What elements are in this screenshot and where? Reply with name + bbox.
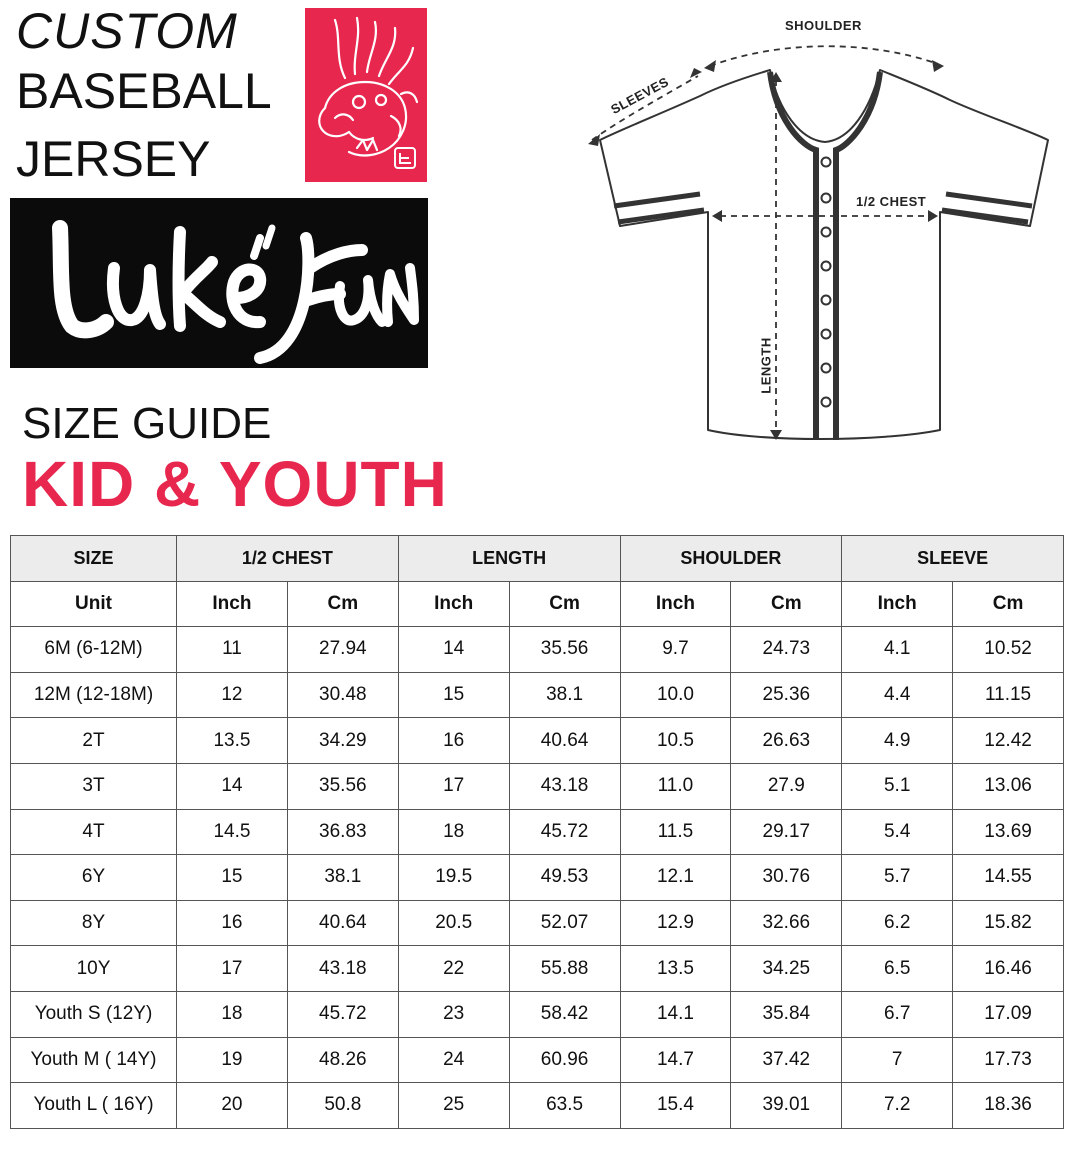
size-name-cell: 2T — [11, 718, 177, 764]
table-cell: 11.15 — [953, 672, 1064, 718]
table-cell: 35.56 — [287, 763, 398, 809]
table-cell: 58.42 — [509, 991, 620, 1037]
table-cell: 15.4 — [620, 1083, 731, 1129]
header-sleeve: SLEEVE — [842, 536, 1064, 582]
table-cell: 18 — [398, 809, 509, 855]
table-cell: 50.8 — [287, 1083, 398, 1129]
table-cell: 25 — [398, 1083, 509, 1129]
unit-cell: Inch — [842, 581, 953, 627]
size-name-cell: 4T — [11, 809, 177, 855]
table-cell: 13.5 — [177, 718, 288, 764]
table-cell: 12.42 — [953, 718, 1064, 764]
table-row — [11, 672, 1064, 718]
size-name-cell: 6Y — [11, 855, 177, 901]
table-row — [11, 1037, 1064, 1083]
table-cell: 26.63 — [731, 718, 842, 764]
title-baseball: BASEBALL — [16, 63, 272, 119]
table-row — [11, 900, 1064, 946]
table-row — [11, 1083, 1064, 1129]
table-cell: 27.9 — [731, 763, 842, 809]
table-cell: 52.07 — [509, 900, 620, 946]
table-header-row — [11, 536, 1064, 582]
table-cell: 63.5 — [509, 1083, 620, 1129]
table-cell: 34.29 — [287, 718, 398, 764]
table-cell: 15 — [177, 855, 288, 901]
header-length: LENGTH — [398, 536, 620, 582]
size-name-cell: 3T — [11, 763, 177, 809]
size-name-cell: Youth M ( 14Y) — [11, 1037, 177, 1083]
size-name-cell: Youth S (12Y) — [11, 991, 177, 1037]
title-jersey: JERSEY — [16, 131, 211, 187]
table-cell: 13.5 — [620, 946, 731, 992]
table-cell: 23 — [398, 991, 509, 1037]
unit-label: Unit — [11, 581, 177, 627]
table-cell: 34.25 — [731, 946, 842, 992]
chest-label: 1/2 CHEST — [856, 194, 927, 209]
table-cell: 15 — [398, 672, 509, 718]
table-cell: 48.26 — [287, 1037, 398, 1083]
table-row — [11, 809, 1064, 855]
table-cell: 11.5 — [620, 809, 731, 855]
table-cell: 14 — [398, 627, 509, 673]
table-cell: 11 — [177, 627, 288, 673]
table-cell: 35.84 — [731, 991, 842, 1037]
brand-logo — [10, 185, 428, 368]
table-cell: 18 — [177, 991, 288, 1037]
table-cell: 17 — [177, 946, 288, 992]
table-cell: 24 — [398, 1037, 509, 1083]
dragon-icon — [305, 8, 427, 182]
table-cell: 20.5 — [398, 900, 509, 946]
size-name-cell: Youth L ( 16Y) — [11, 1083, 177, 1129]
table-cell: 10.5 — [620, 718, 731, 764]
table-cell: 55.88 — [509, 946, 620, 992]
table-cell: 12.9 — [620, 900, 731, 946]
size-name-cell: 6M (6-12M) — [11, 627, 177, 673]
jersey-icon — [580, 10, 1050, 460]
table-cell: 35.56 — [509, 627, 620, 673]
size-guide-heading: SIZE GUIDE — [22, 399, 272, 448]
table-cell: 45.72 — [287, 991, 398, 1037]
table-cell: 17.73 — [953, 1037, 1064, 1083]
header-chest: 1/2 CHEST — [177, 536, 399, 582]
table-cell: 14.5 — [177, 809, 288, 855]
table-row — [11, 855, 1064, 901]
table-cell: 19 — [177, 1037, 288, 1083]
table-cell: 43.18 — [287, 946, 398, 992]
length-label: LENGTH — [758, 337, 774, 394]
unit-cell: Cm — [509, 581, 620, 627]
kid-youth-heading: KID & YOUTH — [22, 448, 448, 520]
table-cell: 60.96 — [509, 1037, 620, 1083]
title-custom: CUSTOM — [16, 3, 238, 59]
unit-cell: Inch — [177, 581, 288, 627]
table-cell: 14.55 — [953, 855, 1064, 901]
table-cell: 32.66 — [731, 900, 842, 946]
table-cell: 11.0 — [620, 763, 731, 809]
table-cell: 38.1 — [287, 855, 398, 901]
table-cell: 18.36 — [953, 1083, 1064, 1129]
table-cell: 4.1 — [842, 627, 953, 673]
table-cell: 16.46 — [953, 946, 1064, 992]
table-cell: 16 — [177, 900, 288, 946]
table-cell: 12.1 — [620, 855, 731, 901]
shoulder-label: SHOULDER — [785, 18, 862, 33]
table-cell: 22 — [398, 946, 509, 992]
brand-logo-text: Luke'sFun — [10, 185, 84, 202]
table-cell: 10.0 — [620, 672, 731, 718]
table-cell: 40.64 — [287, 900, 398, 946]
header-size: SIZE — [11, 536, 177, 582]
table-unit-row — [11, 581, 1064, 627]
table-cell: 16 — [398, 718, 509, 764]
unit-cell: Cm — [953, 581, 1064, 627]
table-cell: 24.73 — [731, 627, 842, 673]
size-table — [10, 535, 1064, 1129]
table-cell: 25.36 — [731, 672, 842, 718]
table-cell: 49.53 — [509, 855, 620, 901]
table-cell: 20 — [177, 1083, 288, 1129]
table-row — [11, 763, 1064, 809]
table-cell: 9.7 — [620, 627, 731, 673]
table-cell: 7.2 — [842, 1083, 953, 1129]
table-cell: 37.42 — [731, 1037, 842, 1083]
jersey-diagram — [580, 10, 1050, 460]
unit-cell: Cm — [731, 581, 842, 627]
table-row — [11, 946, 1064, 992]
table-cell: 13.06 — [953, 763, 1064, 809]
table-cell: 27.94 — [287, 627, 398, 673]
table-cell: 38.1 — [509, 672, 620, 718]
table-cell: 29.17 — [731, 809, 842, 855]
size-name-cell: 12M (12-18M) — [11, 672, 177, 718]
table-cell: 10.52 — [953, 627, 1064, 673]
table-cell: 40.64 — [509, 718, 620, 764]
table-cell: 5.1 — [842, 763, 953, 809]
header-shoulder: SHOULDER — [620, 536, 842, 582]
table-cell: 15.82 — [953, 900, 1064, 946]
table-cell: 45.72 — [509, 809, 620, 855]
table-cell: 6.7 — [842, 991, 953, 1037]
table-cell: 5.4 — [842, 809, 953, 855]
dragon-logo — [305, 8, 427, 182]
size-name-cell: 10Y — [11, 946, 177, 992]
table-cell: 30.76 — [731, 855, 842, 901]
table-cell: 4.4 — [842, 672, 953, 718]
table-cell: 39.01 — [731, 1083, 842, 1129]
table-row — [11, 991, 1064, 1037]
table-cell: 30.48 — [287, 672, 398, 718]
size-name-cell: 8Y — [11, 900, 177, 946]
table-cell: 17 — [398, 763, 509, 809]
unit-cell: Inch — [398, 581, 509, 627]
table-cell: 4.9 — [842, 718, 953, 764]
table-cell: 14.1 — [620, 991, 731, 1037]
table-cell: 36.83 — [287, 809, 398, 855]
table-cell: 6.2 — [842, 900, 953, 946]
table-cell: 12 — [177, 672, 288, 718]
table-cell: 19.5 — [398, 855, 509, 901]
table-cell: 6.5 — [842, 946, 953, 992]
table-cell: 14 — [177, 763, 288, 809]
sleeves-label: SLEEVES — [608, 73, 672, 118]
brand-logo-lettering — [10, 185, 428, 368]
table-cell: 43.18 — [509, 763, 620, 809]
unit-cell: Inch — [620, 581, 731, 627]
table-row — [11, 718, 1064, 764]
table-cell: 14.7 — [620, 1037, 731, 1083]
table-cell: 17.09 — [953, 991, 1064, 1037]
table-cell: 5.7 — [842, 855, 953, 901]
unit-cell: Cm — [287, 581, 398, 627]
table-row — [11, 627, 1064, 673]
table-cell: 7 — [842, 1037, 953, 1083]
table-cell: 13.69 — [953, 809, 1064, 855]
